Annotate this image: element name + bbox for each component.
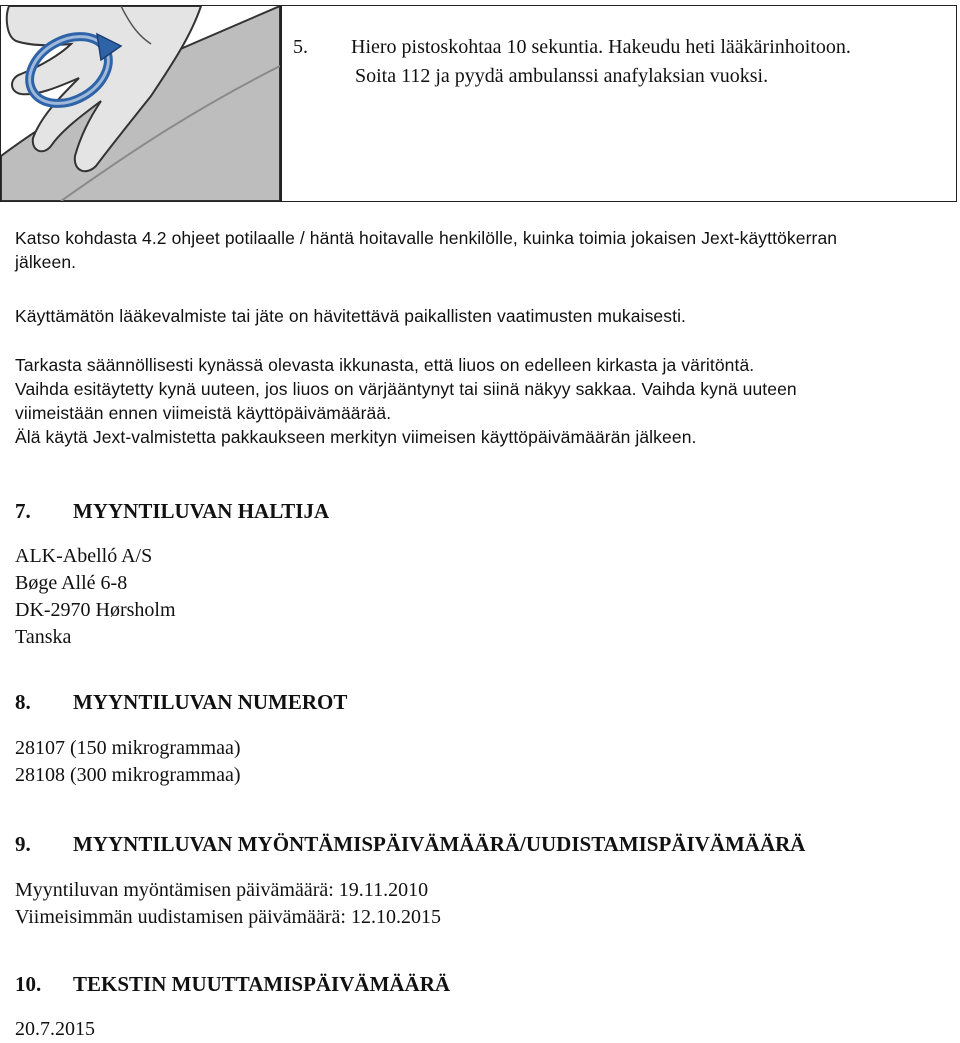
address-line: Bøge Allé 6-8 xyxy=(15,572,128,594)
text-line: viimeistään ennen viimeistä käyttöpäivämäärää. xyxy=(15,403,392,423)
revision-date xyxy=(15,1016,95,1043)
section-heading-authorisation-numbers xyxy=(15,690,347,715)
section-title: MYYNTILUVAN NUMEROT xyxy=(73,690,348,714)
section-number: 10. xyxy=(15,972,42,996)
authorisation-dates xyxy=(15,877,441,931)
step-line-1: Hiero pistoskohtaa 10 sekuntia. Hakeudu heti lääkärinhoitoon. xyxy=(351,36,851,58)
address-line: DK-2970 Hørsholm xyxy=(15,599,176,621)
step-line-2: Soita 112 ja pyydä ambulanssi anafylaksian vuoksi. xyxy=(355,65,769,87)
text-line: Vaihda esitäytetty kynä uuteen, jos liuos on värjääntynyt tai siinä näkyy sakkaa. Vaihda kynä uuteen xyxy=(15,379,797,399)
section-number: 9. xyxy=(15,832,31,856)
hand-massage-injection-site-icon xyxy=(1,6,280,201)
step-illustration xyxy=(1,6,282,201)
authorisation-numbers xyxy=(15,735,241,789)
section-title: MYYNTILUVAN HALTIJA xyxy=(73,499,330,523)
step-text xyxy=(293,33,851,91)
section-title: TEKSTIN MUUTTAMISPÄIVÄMÄÄRÄ xyxy=(73,972,451,996)
text-line: Käyttämätön lääkevalmiste tai jäte on hävitettävä paikallisten vaatimusten mukaisesti. xyxy=(15,306,687,326)
section-number: 7. xyxy=(15,499,31,523)
date-line: Myyntiluvan myöntämisen päivämäärä: 19.11.2010 xyxy=(15,879,429,901)
text-line: Tarkasta säännöllisesti kynässä olevasta ikkunasta, että liuos on edelleen kirkasta ja väritöntä. xyxy=(15,355,755,375)
text-line: Katso kohdasta 4.2 ohjeet potilaalle / häntä hoitavalle henkilölle, kuinka toimia jokaisen Jext-käyttökerran xyxy=(15,228,838,248)
address-line: Tanska xyxy=(15,626,72,648)
number-line: 28107 (150 mikrogrammaa) xyxy=(15,737,241,759)
text-line: jälkeen. xyxy=(15,252,77,272)
step-number: 5. xyxy=(293,36,308,58)
holder-address xyxy=(15,543,176,651)
section-heading-marketing-authorisation-holder xyxy=(15,499,329,524)
number-line: 28108 (300 mikrogrammaa) xyxy=(15,764,241,786)
date-line: 20.7.2015 xyxy=(15,1018,95,1040)
paragraph-inspection xyxy=(15,353,797,449)
section-heading-revision-date xyxy=(15,972,450,997)
address-line: ALK-Abelló A/S xyxy=(15,545,153,567)
paragraph-disposal xyxy=(15,304,686,328)
date-line: Viimeisimmän uudistamisen päivämäärä: 12.10.2015 xyxy=(15,906,441,928)
instruction-step-table xyxy=(0,5,957,202)
section-title: MYYNTILUVAN MYÖNTÄMISPÄIVÄMÄÄRÄ/UUDISTAMISPÄIVÄMÄÄRÄ xyxy=(73,832,806,856)
section-heading-authorisation-dates xyxy=(15,832,805,857)
paragraph-instructions-ref xyxy=(15,226,837,274)
text-line: Älä käytä Jext-valmistetta pakkaukseen merkityn viimeisen käyttöpäivämäärän jälkeen. xyxy=(15,427,697,447)
section-number: 8. xyxy=(15,690,31,714)
